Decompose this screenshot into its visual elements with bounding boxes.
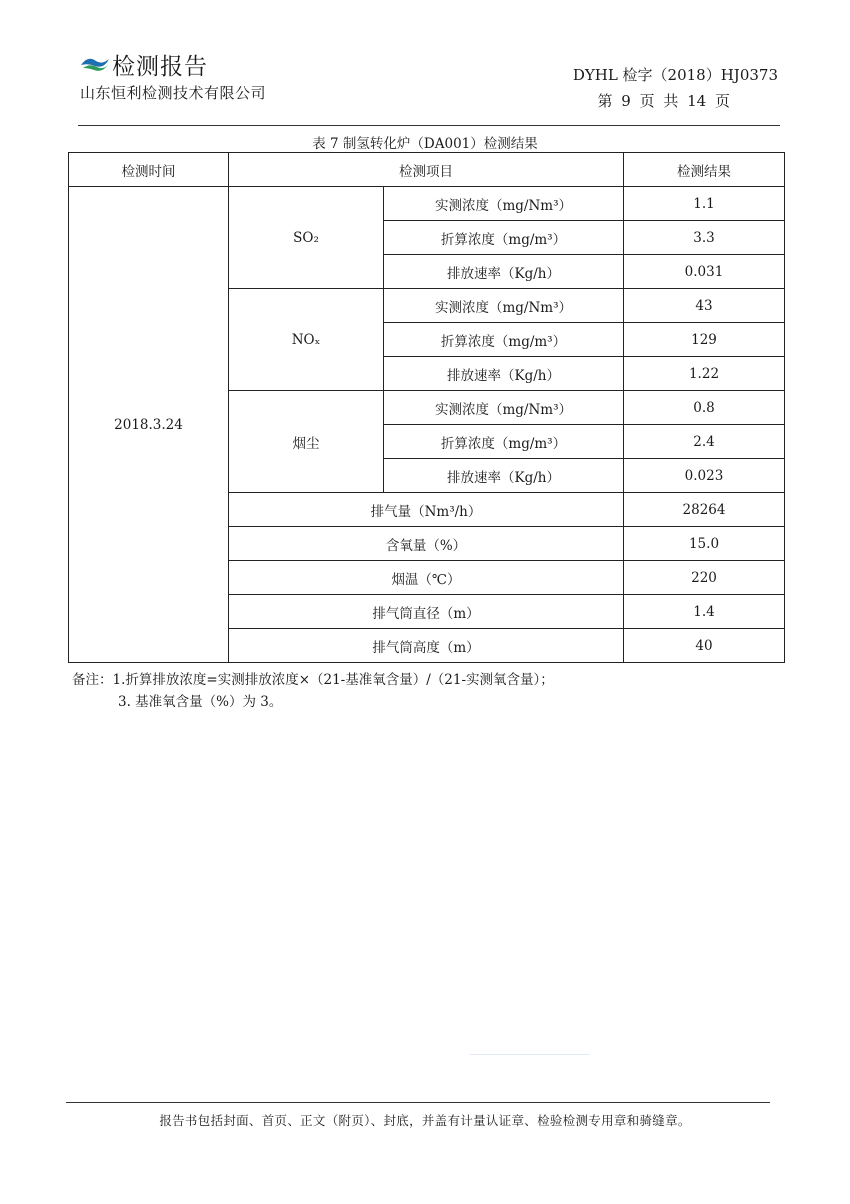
page-number: 第 9 页 共 14 页 xyxy=(597,92,730,110)
item-value: 3.3 xyxy=(624,221,785,255)
item-value: 28264 xyxy=(624,493,785,527)
item-label: 实测浓度（mg/Nm³） xyxy=(384,187,624,221)
item-label: 折算浓度（mg/m³） xyxy=(384,221,624,255)
item-value: 1.22 xyxy=(624,357,785,391)
faint-mark xyxy=(470,1054,590,1055)
item-value: 40 xyxy=(624,629,785,663)
header-result: 检测结果 xyxy=(624,153,785,187)
item-value: 1.4 xyxy=(624,595,785,629)
item-label: 排气量（Nm³/h） xyxy=(229,493,624,527)
item-value: 0.031 xyxy=(624,255,785,289)
item-value: 0.8 xyxy=(624,391,785,425)
item-value: 2.4 xyxy=(624,425,785,459)
company-name: 山东恒利检测技术有限公司 xyxy=(80,84,267,102)
item-label: 排放速率（Kg/h） xyxy=(384,459,624,493)
report-title: 检测报告 xyxy=(112,54,208,80)
item-label: 实测浓度（mg/Nm³） xyxy=(384,289,624,323)
item-label: 排气筒直径（m） xyxy=(229,595,624,629)
item-label: 排放速率（Kg/h） xyxy=(384,357,624,391)
item-label: 排放速率（Kg/h） xyxy=(384,255,624,289)
header-logo xyxy=(80,48,208,81)
item-value: 15.0 xyxy=(624,527,785,561)
document-number: DYHL 检字（2018）HJ0373 xyxy=(572,66,778,84)
item-label: 含氧量（%） xyxy=(229,527,624,561)
table-header-row xyxy=(69,153,785,187)
table-caption: 表 7 制氢转化炉（DA001）检测结果 xyxy=(312,136,538,152)
item-label: 排气筒高度（m） xyxy=(229,629,624,663)
footer-divider xyxy=(66,1102,770,1103)
group-name: 烟尘 xyxy=(229,391,384,493)
item-label: 折算浓度（mg/m³） xyxy=(384,323,624,357)
item-value: 43 xyxy=(624,289,785,323)
results-table xyxy=(68,152,785,663)
header-time: 检测时间 xyxy=(69,153,229,187)
item-value: 0.023 xyxy=(624,459,785,493)
header-divider xyxy=(78,125,780,126)
footer-note: 报告书包括封面、首页、正文（附页）、封底，并盖有计量认证章、检验检测专用章和骑缝章。 xyxy=(159,1113,691,1128)
company-logo-icon xyxy=(80,53,110,77)
item-label: 折算浓度（mg/m³） xyxy=(384,425,624,459)
item-value: 220 xyxy=(624,561,785,595)
test-date: 2018.3.24 xyxy=(69,187,229,663)
group-name: SO₂ xyxy=(229,187,384,289)
item-label: 实测浓度（mg/Nm³） xyxy=(384,391,624,425)
table-row xyxy=(69,187,785,221)
header-item: 检测项目 xyxy=(229,153,624,187)
item-label: 烟温（℃） xyxy=(229,561,624,595)
group-name: NOₓ xyxy=(229,289,384,391)
note-line-2: 3. 基准氧含量（%）为 3。 xyxy=(118,694,283,710)
note-line-1: 备注：1.折算排放浓度=实测排放浓度×（21-基准氧含量）/（21-实测氧含量）； xyxy=(72,672,554,688)
item-value: 129 xyxy=(624,323,785,357)
item-value: 1.1 xyxy=(624,187,785,221)
